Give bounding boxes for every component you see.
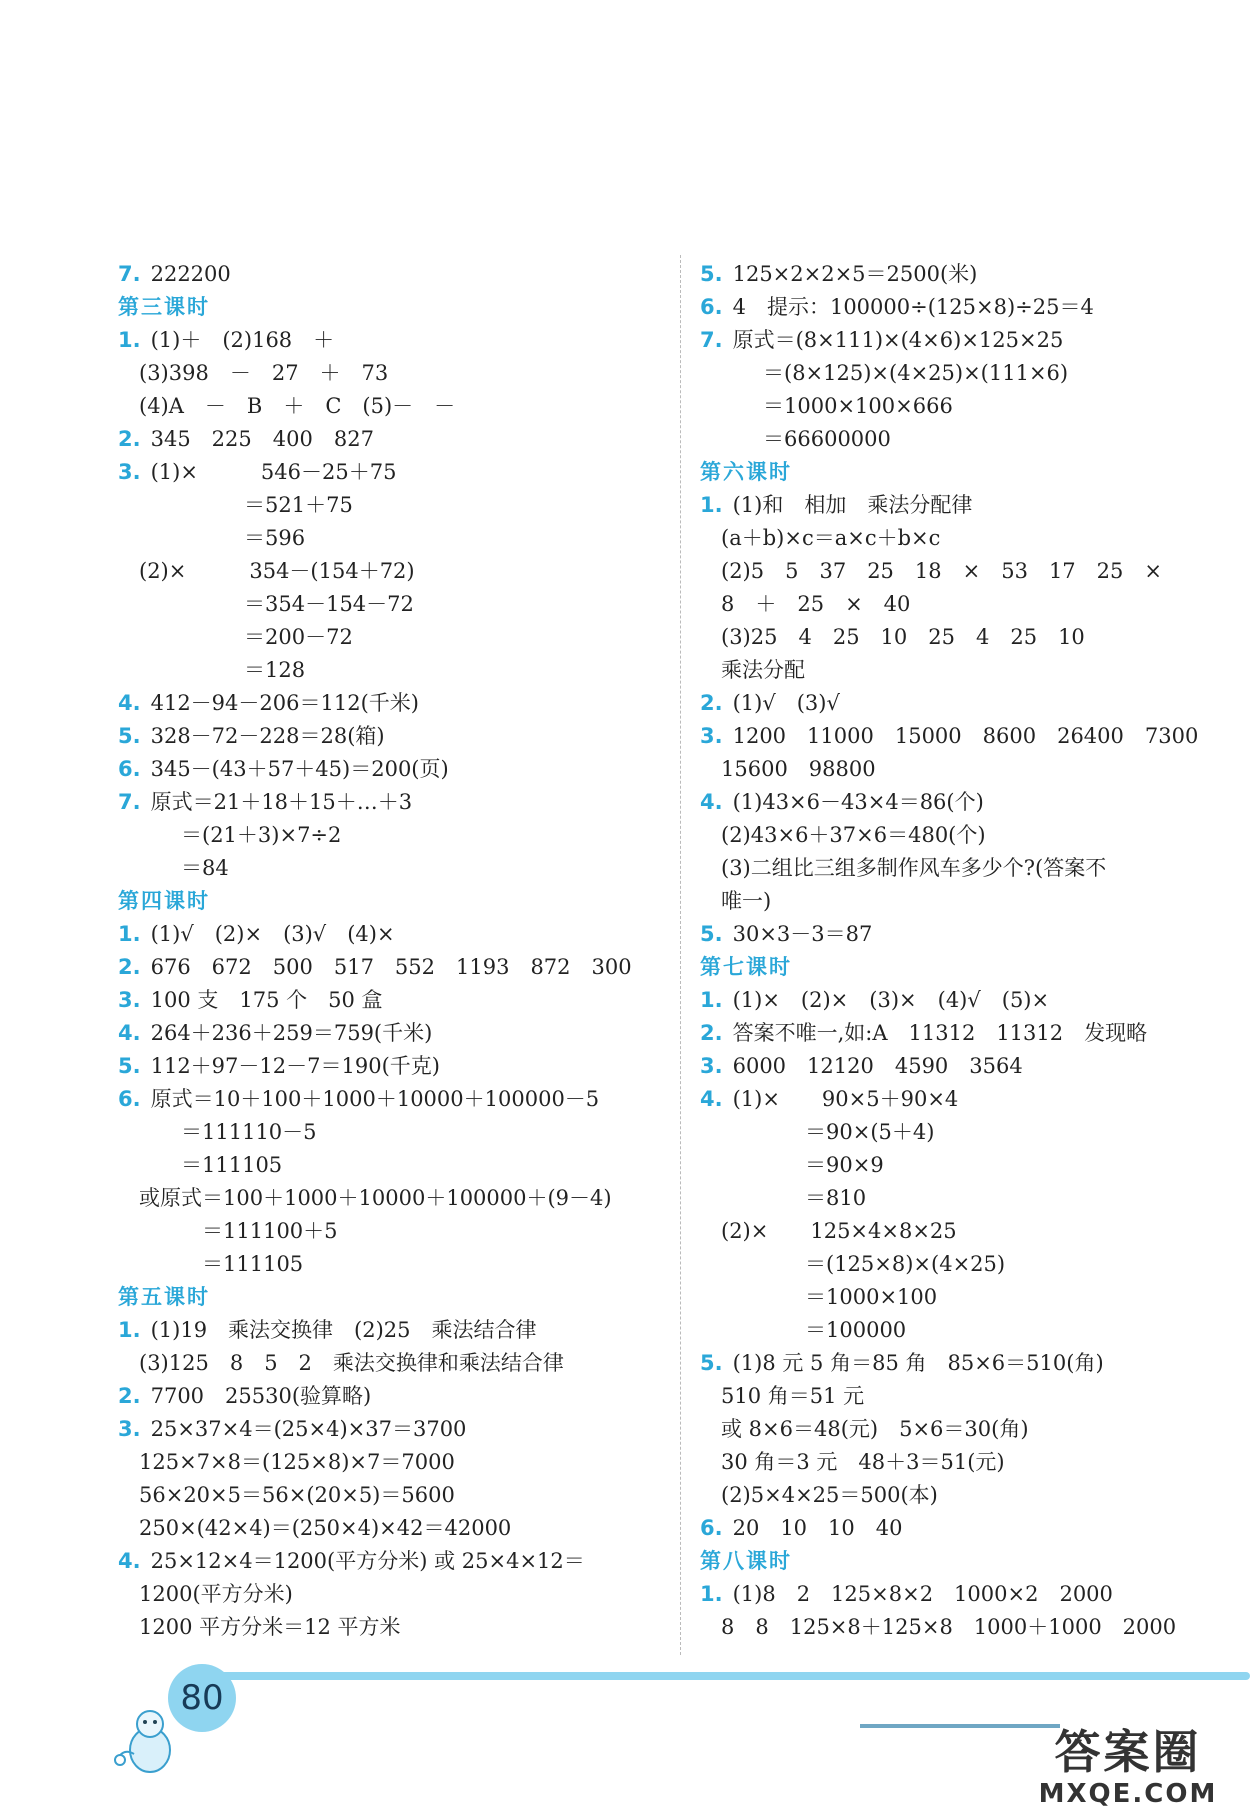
answer-line — [700, 258, 1240, 291]
answer-line — [118, 1578, 678, 1611]
column-divider — [680, 255, 681, 1655]
question-number: 3. — [700, 724, 723, 748]
question-number: 7. — [118, 790, 141, 814]
left-column — [118, 258, 678, 1644]
answer-text: (3)125 8 5 2 乘法交换律和乘法结合律 — [118, 1351, 564, 1375]
answer-text: ＝84 — [118, 856, 229, 880]
answer-line — [118, 852, 678, 885]
answer-line — [700, 786, 1240, 819]
question-number: 1. — [700, 988, 723, 1012]
answer-line — [118, 786, 678, 819]
question-number: 3. — [118, 988, 141, 1012]
answer-text: ＝(125×8)×(4×25) — [700, 1252, 1006, 1276]
question-number: 2. — [118, 1384, 141, 1408]
answer-text: 345－(43＋57＋45)＝200(页) — [150, 757, 449, 781]
answer-line — [700, 1050, 1240, 1083]
section-heading-text: 第四课时 — [118, 889, 210, 913]
answer-text: 345 225 400 827 — [150, 427, 374, 451]
answer-text: 7700 25530(验算略) — [150, 1384, 372, 1408]
answer-line — [700, 1281, 1240, 1314]
answer-text: (1)× (2)× (3)× (4)√ (5)× — [732, 988, 1050, 1012]
question-number: 4. — [118, 1021, 141, 1045]
answer-text: 或 8×6＝48(元) 5×6＝30(角) — [700, 1417, 1029, 1441]
watermark-logo — [1028, 1724, 1228, 1814]
answer-text: 15600 98800 — [700, 757, 876, 781]
answer-line — [700, 1446, 1240, 1479]
answer-line — [700, 489, 1240, 522]
answer-line — [118, 1611, 678, 1644]
answer-text: 8 ＋ 25 × 40 — [700, 592, 911, 616]
section-heading — [118, 1281, 678, 1314]
answer-text: ＝596 — [118, 526, 306, 550]
answer-line — [118, 621, 678, 654]
answer-line — [118, 1083, 678, 1116]
watermark-title: 答案圈 — [1054, 1725, 1202, 1779]
answer-text: 1200 11000 15000 8600 26400 7300 — [732, 724, 1199, 748]
question-number: 4. — [118, 1549, 141, 1573]
question-number: 4. — [700, 1087, 723, 1111]
question-number: 4. — [118, 691, 141, 715]
section-heading — [700, 951, 1240, 984]
answer-line — [700, 555, 1240, 588]
answer-line — [118, 1149, 678, 1182]
answer-line — [700, 522, 1240, 555]
answer-line — [700, 654, 1240, 687]
question-number: 5. — [700, 1351, 723, 1375]
answer-line — [700, 1413, 1240, 1446]
answer-line — [118, 555, 678, 588]
question-number: 6. — [118, 1087, 141, 1111]
answer-line — [700, 1083, 1240, 1116]
answer-text: ＝100000 — [700, 1318, 907, 1342]
answer-line — [118, 1017, 678, 1050]
answer-line — [118, 687, 678, 720]
question-number: 4. — [700, 790, 723, 814]
answer-text: ＝521＋75 — [118, 493, 353, 517]
answer-line — [118, 720, 678, 753]
answer-line — [700, 1215, 1240, 1248]
question-number: 1. — [118, 328, 141, 352]
question-number: 3. — [118, 460, 141, 484]
answer-text: ＝111110－5 — [118, 1120, 317, 1144]
answer-text: 原式＝21＋18＋15＋…＋3 — [150, 790, 413, 814]
answer-text: 125×7×8＝(125×8)×7＝7000 — [118, 1450, 455, 1474]
answer-text: 25×37×4＝(25×4)×37＝3700 — [150, 1417, 467, 1441]
answer-text: 8 8 125×8＋125×8 1000＋1000 2000 — [700, 1615, 1177, 1639]
answer-text: ＝111100＋5 — [118, 1219, 338, 1243]
answer-line — [118, 984, 678, 1017]
answer-text: (1)× 90×5＋90×4 — [732, 1087, 959, 1111]
answer-text: (2)5×4×25＝500(本) — [700, 1483, 938, 1507]
answer-text: ＝(8×125)×(4×25)×(111×6) — [700, 361, 1069, 385]
answer-line — [118, 1215, 678, 1248]
answer-text: (2)43×6＋37×6＝480(个) — [700, 823, 986, 847]
answer-text: ＝354－154－72 — [118, 592, 414, 616]
section-heading-text: 第七课时 — [700, 955, 792, 979]
answer-line — [700, 918, 1240, 951]
answer-text: (3)25 4 25 10 25 4 25 10 — [700, 625, 1085, 649]
answer-line — [700, 1512, 1240, 1545]
footer-band — [200, 1672, 1250, 1680]
answer-line — [118, 951, 678, 984]
answer-text: 56×20×5＝56×(20×5)＝5600 — [118, 1483, 455, 1507]
answer-line — [118, 654, 678, 687]
answer-text: 112＋97－12－7＝190(千克) — [150, 1054, 440, 1078]
answer-line — [700, 1479, 1240, 1512]
answer-text: ＝111105 — [118, 1252, 304, 1276]
answer-text: ＝66600000 — [700, 427, 891, 451]
answer-line — [700, 1380, 1240, 1413]
answer-line — [118, 456, 678, 489]
answer-line — [700, 291, 1240, 324]
answer-text: 唯一) — [700, 889, 772, 913]
question-number: 5. — [118, 1054, 141, 1078]
answer-line — [700, 1182, 1240, 1215]
question-number: 2. — [700, 1021, 723, 1045]
question-number: 5. — [700, 262, 723, 286]
answer-text: 20 10 10 40 — [732, 1516, 903, 1540]
answer-text: 30 角＝3 元 48＋3＝51(元) — [700, 1450, 1005, 1474]
answer-text: 原式＝10＋100＋1000＋10000＋100000－5 — [150, 1087, 600, 1111]
answer-line — [700, 1116, 1240, 1149]
answer-text: ＝90×9 — [700, 1153, 884, 1177]
section-heading-text: 第八课时 — [700, 1549, 792, 1573]
answer-text: (1)8 2 125×8×2 1000×2 2000 — [732, 1582, 1113, 1606]
answer-line — [700, 1248, 1240, 1281]
answer-line — [118, 1380, 678, 1413]
answer-text: ＝128 — [118, 658, 306, 682]
question-number: 5. — [700, 922, 723, 946]
answer-line — [700, 357, 1240, 390]
question-number: 2. — [118, 955, 141, 979]
answer-line — [118, 1050, 678, 1083]
answer-line — [118, 1314, 678, 1347]
answer-text: 412－94－206＝112(千米) — [150, 691, 419, 715]
answer-line — [118, 1248, 678, 1281]
answer-line — [118, 1413, 678, 1446]
answer-text: ＝1000×100×666 — [700, 394, 953, 418]
answer-line — [700, 1314, 1240, 1347]
answer-text: (1)√ (2)× (3)√ (4)× — [150, 922, 395, 946]
answer-line — [118, 522, 678, 555]
question-number: 2. — [118, 427, 141, 451]
answer-text: 乘法分配 — [700, 658, 805, 682]
answer-line — [700, 885, 1240, 918]
answer-text: (3)二组比三组多制作风车多少个?(答案不 — [700, 856, 1107, 880]
answer-line — [118, 258, 678, 291]
mascot-icon — [110, 1700, 180, 1780]
answer-text: (1)19 乘法交换律 (2)25 乘法结合律 — [150, 1318, 537, 1342]
answer-line — [700, 423, 1240, 456]
answer-line — [118, 1512, 678, 1545]
question-number: 2. — [700, 691, 723, 715]
answer-text: 或原式＝100＋1000＋10000＋100000＋(9－4) — [118, 1186, 612, 1210]
answer-text: 1200 平方分米＝12 平方米 — [118, 1615, 401, 1639]
answer-text: 1200(平方分米) — [118, 1582, 293, 1606]
answer-text: 30×3－3＝87 — [732, 922, 873, 946]
answer-line — [700, 852, 1240, 885]
question-number: 6. — [118, 757, 141, 781]
question-number: 3. — [700, 1054, 723, 1078]
answer-text: 125×2×2×5＝2500(米) — [732, 262, 978, 286]
question-number: 1. — [118, 922, 141, 946]
answer-line — [700, 819, 1240, 852]
section-heading — [118, 291, 678, 324]
answer-text: (1)√ (3)√ — [732, 691, 840, 715]
answer-text: (1)8 元 5 角＝85 角 85×6＝510(角) — [732, 1351, 1104, 1375]
answer-line — [118, 324, 678, 357]
section-heading-text: 第五课时 — [118, 1285, 210, 1309]
question-number: 5. — [118, 724, 141, 748]
answer-line — [118, 753, 678, 786]
answer-text: 676 672 500 517 552 1193 872 300 — [150, 955, 632, 979]
answer-text: (1)× 546－25＋75 — [150, 460, 397, 484]
right-column — [700, 258, 1240, 1644]
answer-text: ＝90×(5＋4) — [700, 1120, 935, 1144]
answer-line — [118, 1347, 678, 1380]
answer-line — [118, 489, 678, 522]
answer-line — [700, 720, 1240, 753]
page-number: 80 — [168, 1664, 236, 1732]
answer-text: (3)398 － 27 ＋ 73 — [118, 361, 389, 385]
answer-text: (1)43×6－43×4＝86(个) — [732, 790, 984, 814]
answer-text: 264＋236＋259＝759(千米) — [150, 1021, 433, 1045]
question-number: 1. — [700, 493, 723, 517]
answer-line — [118, 1545, 678, 1578]
answer-line — [118, 357, 678, 390]
answer-text: (2)5 5 37 25 18 × 53 17 25 × — [700, 559, 1162, 583]
answer-text: 250×(42×4)＝(250×4)×42＝42000 — [118, 1516, 512, 1540]
answer-text: 答案不唯一,如:A 11312 11312 发现略 — [732, 1021, 1148, 1045]
answer-text: (a＋b)×c＝a×c＋b×c — [700, 526, 941, 550]
answer-text: ＝1000×100 — [700, 1285, 938, 1309]
answer-line — [700, 324, 1240, 357]
answer-line — [118, 819, 678, 852]
answer-text: ＝111105 — [118, 1153, 283, 1177]
question-number: 3. — [118, 1417, 141, 1441]
answer-line — [700, 390, 1240, 423]
answer-text: (2)× 354－(154＋72) — [118, 559, 415, 583]
answer-text: (2)× 125×4×8×25 — [700, 1219, 957, 1243]
section-heading — [700, 1545, 1240, 1578]
question-number: 7. — [118, 262, 141, 286]
answer-line — [700, 1611, 1240, 1644]
answer-text: 6000 12120 4590 3564 — [732, 1054, 1023, 1078]
answer-line — [700, 1347, 1240, 1380]
answer-text: ＝(21＋3)×7÷2 — [118, 823, 342, 847]
answer-text: ＝810 — [700, 1186, 867, 1210]
answer-line — [118, 588, 678, 621]
question-number: 7. — [700, 328, 723, 352]
section-heading — [118, 885, 678, 918]
question-number: 6. — [700, 295, 723, 319]
answer-line — [700, 1017, 1240, 1050]
answer-text: 原式＝(8×111)×(4×6)×125×25 — [732, 328, 1064, 352]
answer-line — [700, 1149, 1240, 1182]
answer-text: 100 支 175 个 50 盒 — [150, 988, 383, 1012]
answer-text: ＝200－72 — [118, 625, 353, 649]
answer-line — [118, 390, 678, 423]
answer-text: (1)＋ (2)168 ＋ — [150, 328, 335, 352]
answer-line — [700, 687, 1240, 720]
answer-line — [700, 984, 1240, 1017]
answer-line — [118, 918, 678, 951]
section-heading-text: 第三课时 — [118, 295, 210, 319]
answer-line — [118, 423, 678, 456]
answer-text: 4 提示：100000÷(125×8)÷25＝4 — [732, 295, 1094, 319]
answer-line — [118, 1446, 678, 1479]
answer-line — [700, 621, 1240, 654]
watermark-url: MXQE.COM — [1038, 1779, 1218, 1809]
answer-line — [700, 588, 1240, 621]
answer-line — [118, 1116, 678, 1149]
answer-text: 328－72－228＝28(箱) — [150, 724, 385, 748]
answer-text: 25×12×4＝1200(平方分米) 或 25×4×12＝ — [150, 1549, 585, 1573]
section-heading-text: 第六课时 — [700, 460, 792, 484]
answer-text: (1)和 相加 乘法分配律 — [732, 493, 973, 517]
question-number: 1. — [700, 1582, 723, 1606]
question-number: 1. — [118, 1318, 141, 1342]
answer-line — [700, 753, 1240, 786]
answer-text: 510 角＝51 元 — [700, 1384, 865, 1408]
answer-line — [700, 1578, 1240, 1611]
answer-line — [118, 1182, 678, 1215]
answer-text: (4)A － B ＋ C (5)－ － — [118, 394, 456, 418]
answer-line — [118, 1479, 678, 1512]
question-number: 6. — [700, 1516, 723, 1540]
section-heading — [700, 456, 1240, 489]
answer-text: 222200 — [150, 262, 231, 286]
